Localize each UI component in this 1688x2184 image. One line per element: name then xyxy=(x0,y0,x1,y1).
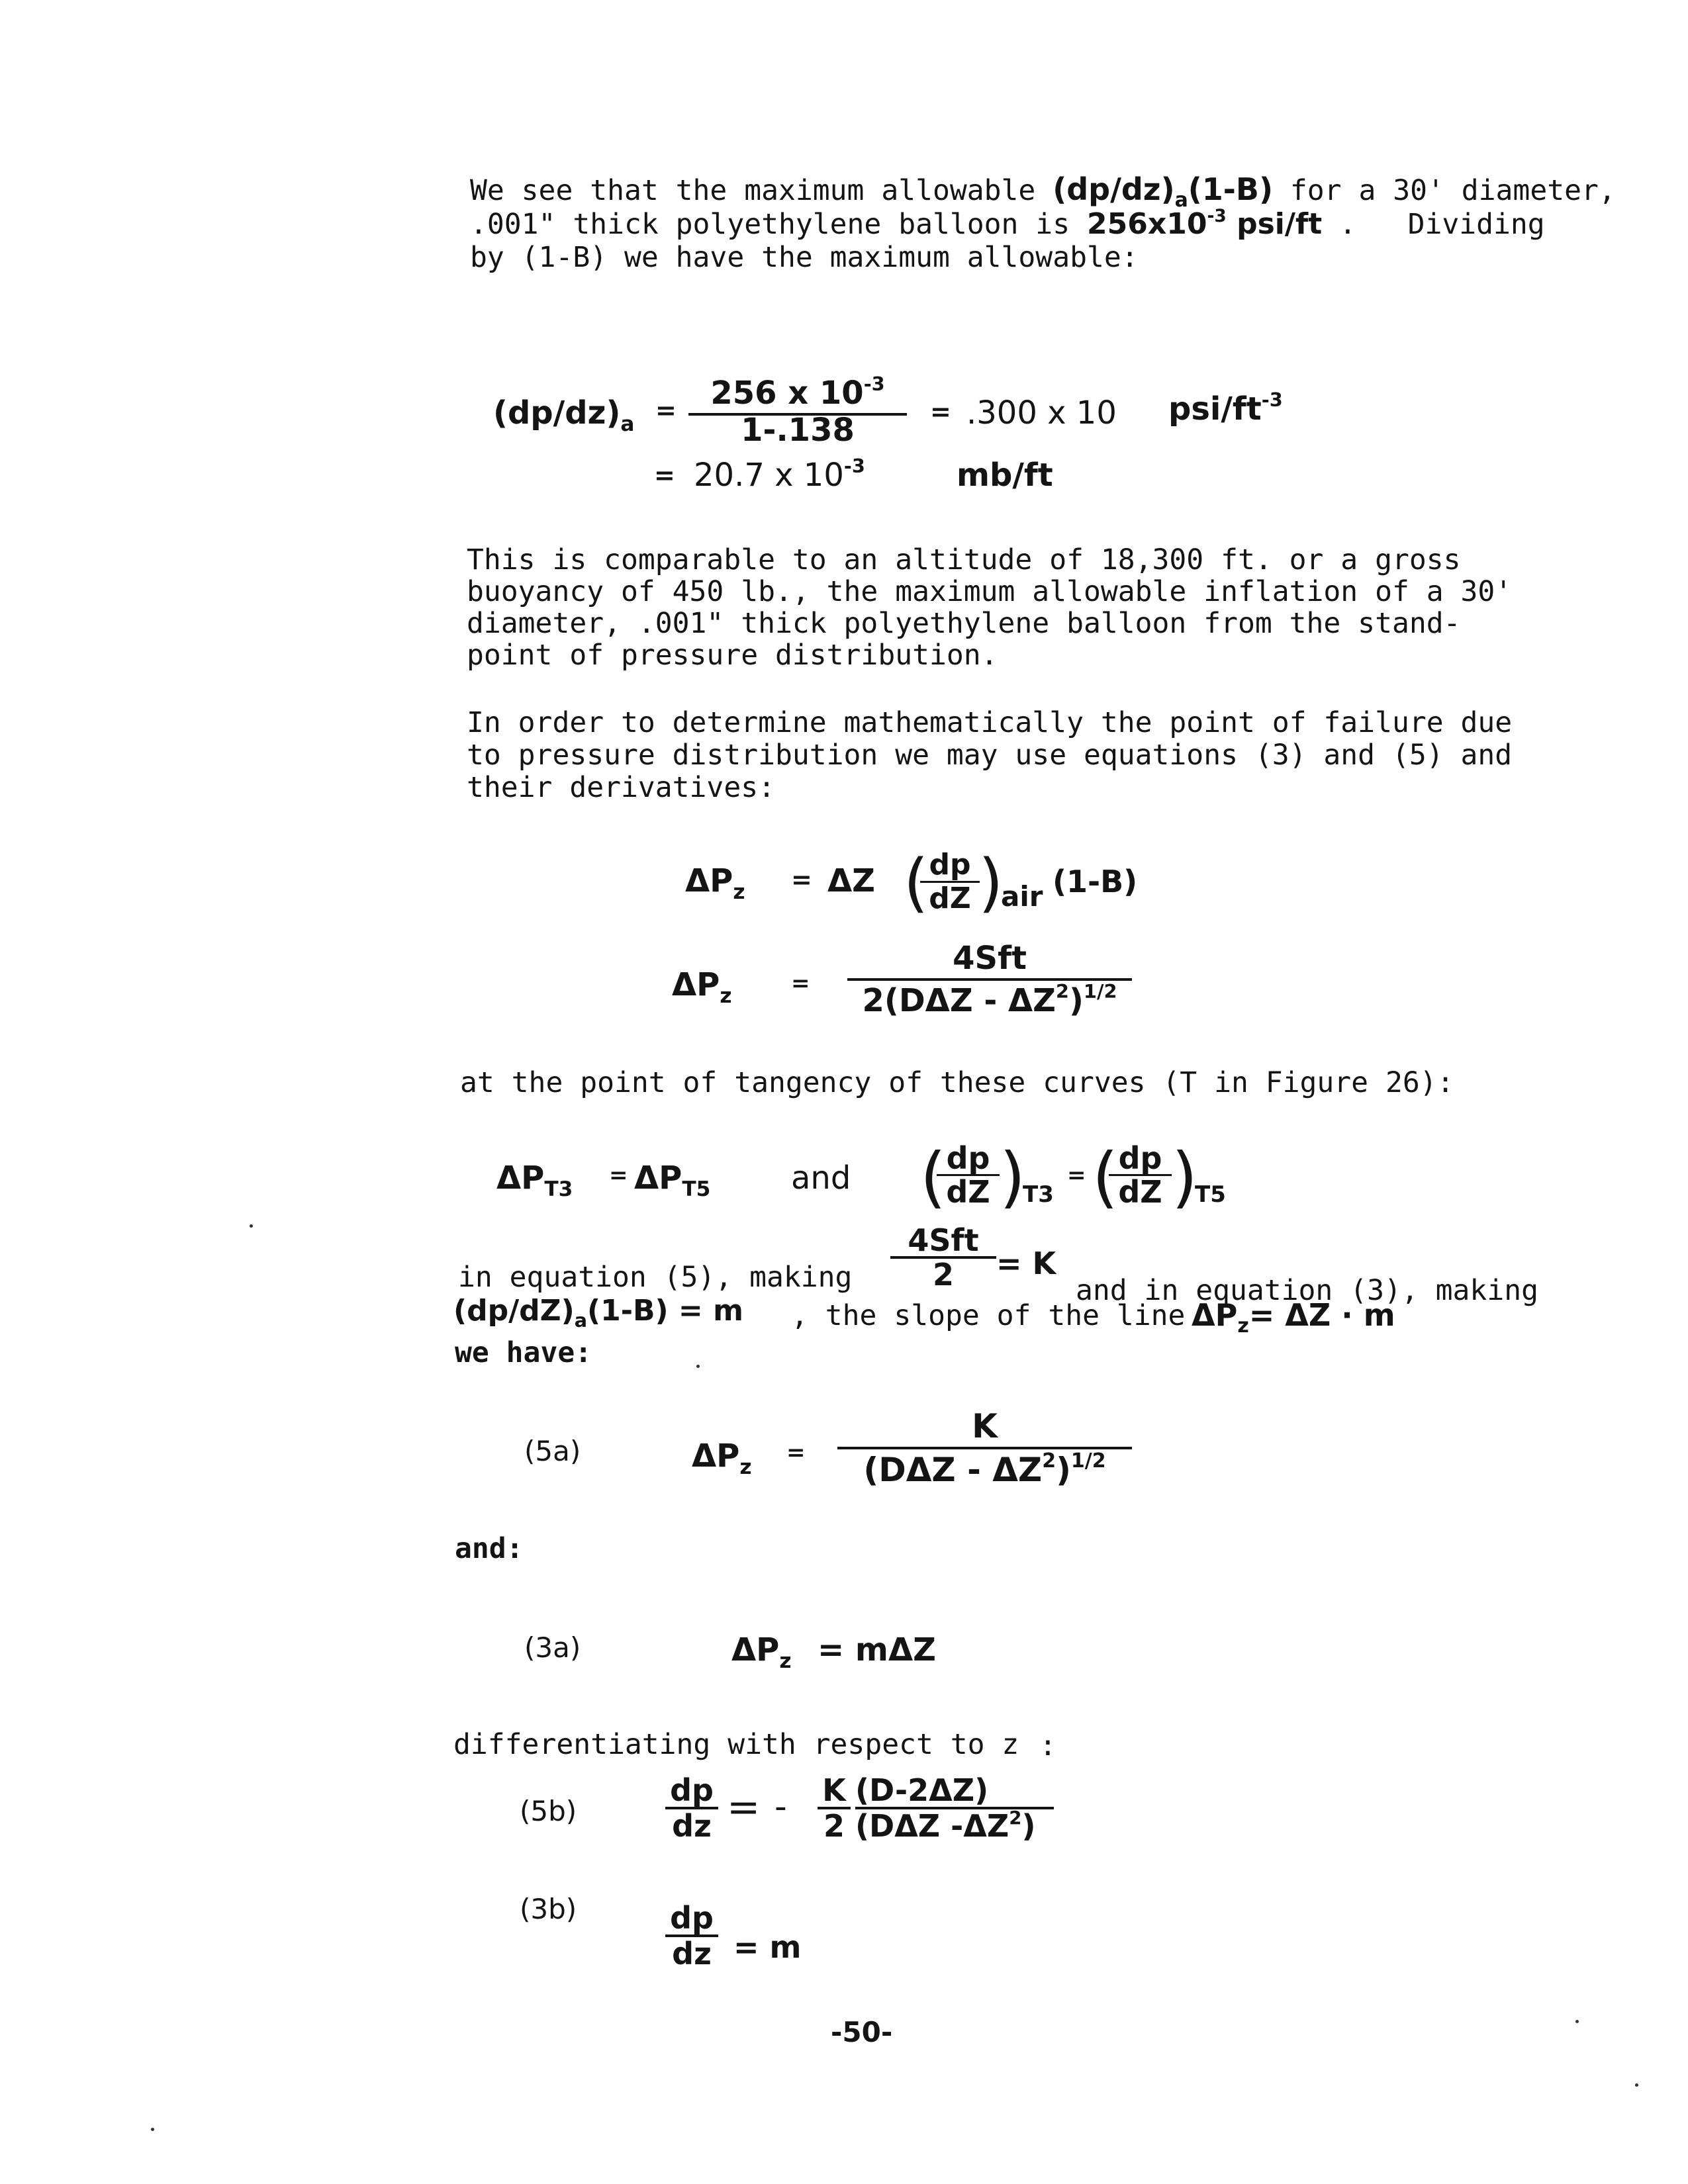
eq5-lhs-sub: z xyxy=(720,983,732,1008)
tan-paren-left-1: ( xyxy=(920,1138,947,1216)
eq5a-denominator xyxy=(837,1451,1132,1489)
p3-line-2: to pressure distribution we may use equations (3) and (5) and xyxy=(467,739,1513,772)
eq5b-k-num: K xyxy=(822,1772,846,1808)
p1-line2-pre: .001" thick polyethylene balloon is xyxy=(470,208,1070,241)
tangency-text: at the point of tangency of these curves (T in Figure 26): xyxy=(460,1066,1454,1099)
making-text-1: in equation (5), making xyxy=(458,1261,853,1294)
p1-line3: by (1-B) we have the maximum allowable: xyxy=(470,241,1139,274)
eq5a-label: (5a) xyxy=(524,1435,581,1467)
p1-line1-expr xyxy=(1053,171,1273,212)
p1-line2-post: . Dividing xyxy=(1339,208,1545,241)
tan-sub-1: T3 xyxy=(1023,1181,1054,1208)
eq5b-label: (5b) xyxy=(520,1795,577,1827)
tan-rhs xyxy=(634,1160,711,1201)
scan-speck xyxy=(151,2128,154,2131)
eq1-denominator: 1-.138 xyxy=(741,412,855,449)
eq1-numerator xyxy=(688,372,907,412)
eq5-den-main: 2(DΔZ - ΔZ xyxy=(862,982,1056,1019)
tan-frac2-num: dp xyxy=(1118,1140,1162,1176)
p1-line1-pre: We see that the maximum allowable xyxy=(470,174,1036,207)
p2-line-4: point of pressure distribution. xyxy=(467,639,998,672)
eq3b-lhs-fraction xyxy=(665,1900,718,1972)
eq1-equals-1: = xyxy=(655,396,677,425)
p1-expr-main: (dp/dz) xyxy=(1053,171,1175,207)
making-expr xyxy=(453,1294,743,1332)
making-frac-num: 4Sft xyxy=(908,1222,979,1258)
eq3-paren-right: ) xyxy=(978,846,1004,920)
eq3b-label: (3b) xyxy=(520,1893,577,1925)
making-line-eq xyxy=(1192,1297,1395,1338)
eq3-frac-den: dZ xyxy=(929,882,971,915)
eq1-unit-2: mb/ft xyxy=(957,457,1053,494)
eq3-air-sub: air xyxy=(1001,880,1043,913)
eq5a-numerator: K xyxy=(972,1407,998,1445)
p2-line-3: diameter, .001" thick polyethylene balloon from the stand- xyxy=(467,607,1461,640)
tan-fraction-1 xyxy=(937,1140,1000,1210)
eq5a-lhs-sub: z xyxy=(739,1455,752,1479)
eq1-lhs-main: (dp/dz) xyxy=(493,394,621,432)
eq3b-lhs-den: dz xyxy=(672,1936,712,1972)
eq5-lhs xyxy=(672,966,732,1008)
page-number: -50- xyxy=(831,2016,893,2048)
p3-line-1: In order to determine mathematically the point of failure due xyxy=(467,706,1513,739)
eq5b-lhs-fraction xyxy=(665,1772,718,1844)
eq1-value-2 xyxy=(694,454,865,494)
making-eq-k: = K xyxy=(996,1246,1056,1281)
eq5b-minus: - xyxy=(774,1787,787,1827)
tan-equals-2: = xyxy=(1067,1162,1086,1189)
making-fraction xyxy=(890,1222,996,1293)
eq3a-lhs xyxy=(731,1631,792,1673)
eq5a-den-exp: 1/2 xyxy=(1070,1449,1106,1473)
p1-expr-sub: a xyxy=(1174,189,1188,212)
tan-lhs xyxy=(496,1160,573,1201)
eq5-den-exp: 1/2 xyxy=(1083,979,1117,1003)
p1-value-unit: psi/ft xyxy=(1237,207,1323,241)
eq5-numerator: 4Sft xyxy=(953,940,1027,977)
p2-line-2: buoyancy of 450 lb., the maximum allowable inflation of a 30' xyxy=(467,575,1513,608)
eq1-equals-2: = xyxy=(930,397,951,426)
p1-line2 xyxy=(470,205,1545,244)
tan-fraction-2 xyxy=(1109,1140,1172,1210)
making-text-3: , the slope of the line xyxy=(791,1299,1186,1332)
eq3-paren-left: ( xyxy=(904,846,929,920)
eq5b-rhs-fraction xyxy=(855,1772,1054,1846)
eq1-lhs-sub: a xyxy=(620,412,635,436)
tan-and: and xyxy=(791,1160,851,1197)
eq3a-rhs: = mΔZ xyxy=(818,1631,936,1668)
eq3-delta-z: ΔZ xyxy=(827,862,875,899)
p1-line1 xyxy=(470,173,1616,210)
eq1-value2-main: 20.7 x 10 xyxy=(694,457,844,494)
eq5-den-sup: 2 xyxy=(1055,979,1069,1003)
eq3b-rhs: = m xyxy=(733,1929,802,1965)
making-text-2: and in equation (3), making xyxy=(1076,1274,1538,1307)
eq3-rhs-post: (1-B) xyxy=(1053,864,1138,899)
eq3-lhs-sub: z xyxy=(733,880,745,904)
tan-rhs-main: ΔP xyxy=(634,1160,682,1197)
eq3a-label: (3a) xyxy=(524,1631,581,1664)
p1-line2-value xyxy=(1087,207,1322,241)
making-expr-main: (dp/dZ) xyxy=(453,1294,575,1328)
eq3a-lhs-sub: z xyxy=(779,1649,792,1673)
eq1-lhs xyxy=(493,394,635,436)
eq5a-lhs-main: ΔP xyxy=(692,1437,740,1475)
eq5b-rhs-den-main: (DΔZ -ΔZ xyxy=(855,1808,1009,1844)
tan-paren-right-1: ) xyxy=(1000,1138,1026,1216)
eq5a-lhs xyxy=(692,1437,752,1479)
eq3-lhs-main: ΔP xyxy=(685,862,733,899)
eq5b-rhs-num: (D-2ΔZ) xyxy=(855,1772,989,1808)
eq1-unit1-sup: -3 xyxy=(1261,388,1283,411)
p3-line-3: their derivatives: xyxy=(467,771,775,804)
making-line-eq-tail: = ΔZ · m xyxy=(1248,1297,1395,1333)
tan-frac1-num: dp xyxy=(946,1140,990,1176)
tan-frac1-den: dZ xyxy=(946,1174,990,1210)
tan-sub-2: T5 xyxy=(1195,1181,1226,1208)
eq1-value2-sup: -3 xyxy=(843,454,865,477)
making-expr-tail: (1-B) = m xyxy=(586,1294,743,1328)
eq3-lhs xyxy=(685,862,745,904)
eq5b-lhs-den: dz xyxy=(672,1808,712,1844)
making-line-eq-main: ΔP xyxy=(1192,1297,1238,1333)
p1-value-main: 256x10 xyxy=(1086,207,1207,241)
scan-speck xyxy=(250,1224,253,1228)
eq5-equals: = xyxy=(791,970,810,997)
making-line-eq-sub: z xyxy=(1237,1314,1249,1338)
eq3-equals: = xyxy=(791,865,812,894)
tan-lhs-main: ΔP xyxy=(496,1160,545,1197)
eq5a-den-sup: 2 xyxy=(1042,1449,1056,1473)
eq5b-k-den: 2 xyxy=(823,1808,845,1844)
tan-lhs-sub: T3 xyxy=(544,1177,573,1201)
eq3-fraction xyxy=(920,850,980,913)
scan-speck xyxy=(696,1365,700,1368)
making-frac-den: 2 xyxy=(932,1257,954,1293)
eq5-fraction xyxy=(847,940,1132,1019)
eq5b-rhs-den-tail: ) xyxy=(1021,1808,1036,1844)
p1-line1-post: for a 30' diameter, xyxy=(1289,174,1616,207)
eq5-lhs-main: ΔP xyxy=(672,966,720,1003)
eq1-unit-1 xyxy=(1168,390,1283,428)
making-expr-sub: a xyxy=(574,1309,587,1332)
tan-paren-left-2: ( xyxy=(1092,1138,1119,1216)
eq3b-lhs-num: dp xyxy=(670,1900,714,1936)
tan-frac2-den: dZ xyxy=(1118,1174,1162,1210)
p1-value-sup: -3 xyxy=(1207,205,1227,226)
eq3a-lhs-main: ΔP xyxy=(731,1631,780,1668)
diff-colon: : xyxy=(1039,1729,1056,1762)
eq1-value-1: .300 x 10 xyxy=(966,394,1117,432)
eq5b-rhs-den-sup: 2 xyxy=(1009,1806,1022,1829)
tan-equals-1: = xyxy=(609,1162,628,1189)
eq5-denominator xyxy=(847,979,1132,1019)
tan-paren-right-2: ) xyxy=(1172,1138,1198,1216)
p1-expr-tail: (1-B) xyxy=(1188,171,1273,207)
scan-speck xyxy=(1635,2083,1638,2087)
eq1-unit1-main: psi/ft xyxy=(1168,390,1262,428)
eq5b-rhs-den xyxy=(855,1806,1054,1846)
eq5a-equals: = xyxy=(786,1439,806,1466)
eq5a-fraction xyxy=(837,1407,1132,1489)
eq1-equals-3: = xyxy=(654,461,675,490)
eq5b-lhs-num: dp xyxy=(670,1772,714,1808)
tan-rhs-sub: T5 xyxy=(682,1177,711,1201)
eq5a-den-tail: ) xyxy=(1056,1451,1071,1489)
eq5b-k-fraction xyxy=(818,1772,851,1844)
making-text-4: we have: xyxy=(455,1336,592,1369)
eq1-num-main: 256 x 10 xyxy=(710,375,864,412)
diff-text: differentiating with respect to z xyxy=(453,1728,1019,1761)
and-text: and: xyxy=(455,1532,524,1565)
eq5a-den-main: (DΔZ - ΔZ xyxy=(863,1451,1043,1489)
eq3-frac-num: dp xyxy=(929,848,971,882)
p2-line-1: This is comparable to an altitude of 18,300 ft. or a gross xyxy=(467,543,1461,576)
eq1-num-sup: -3 xyxy=(863,372,885,395)
scan-speck xyxy=(1575,2020,1579,2023)
eq5b-equals: = xyxy=(727,1784,761,1831)
eq5-den-tail: ) xyxy=(1068,982,1084,1019)
eq1-fraction xyxy=(688,372,907,449)
